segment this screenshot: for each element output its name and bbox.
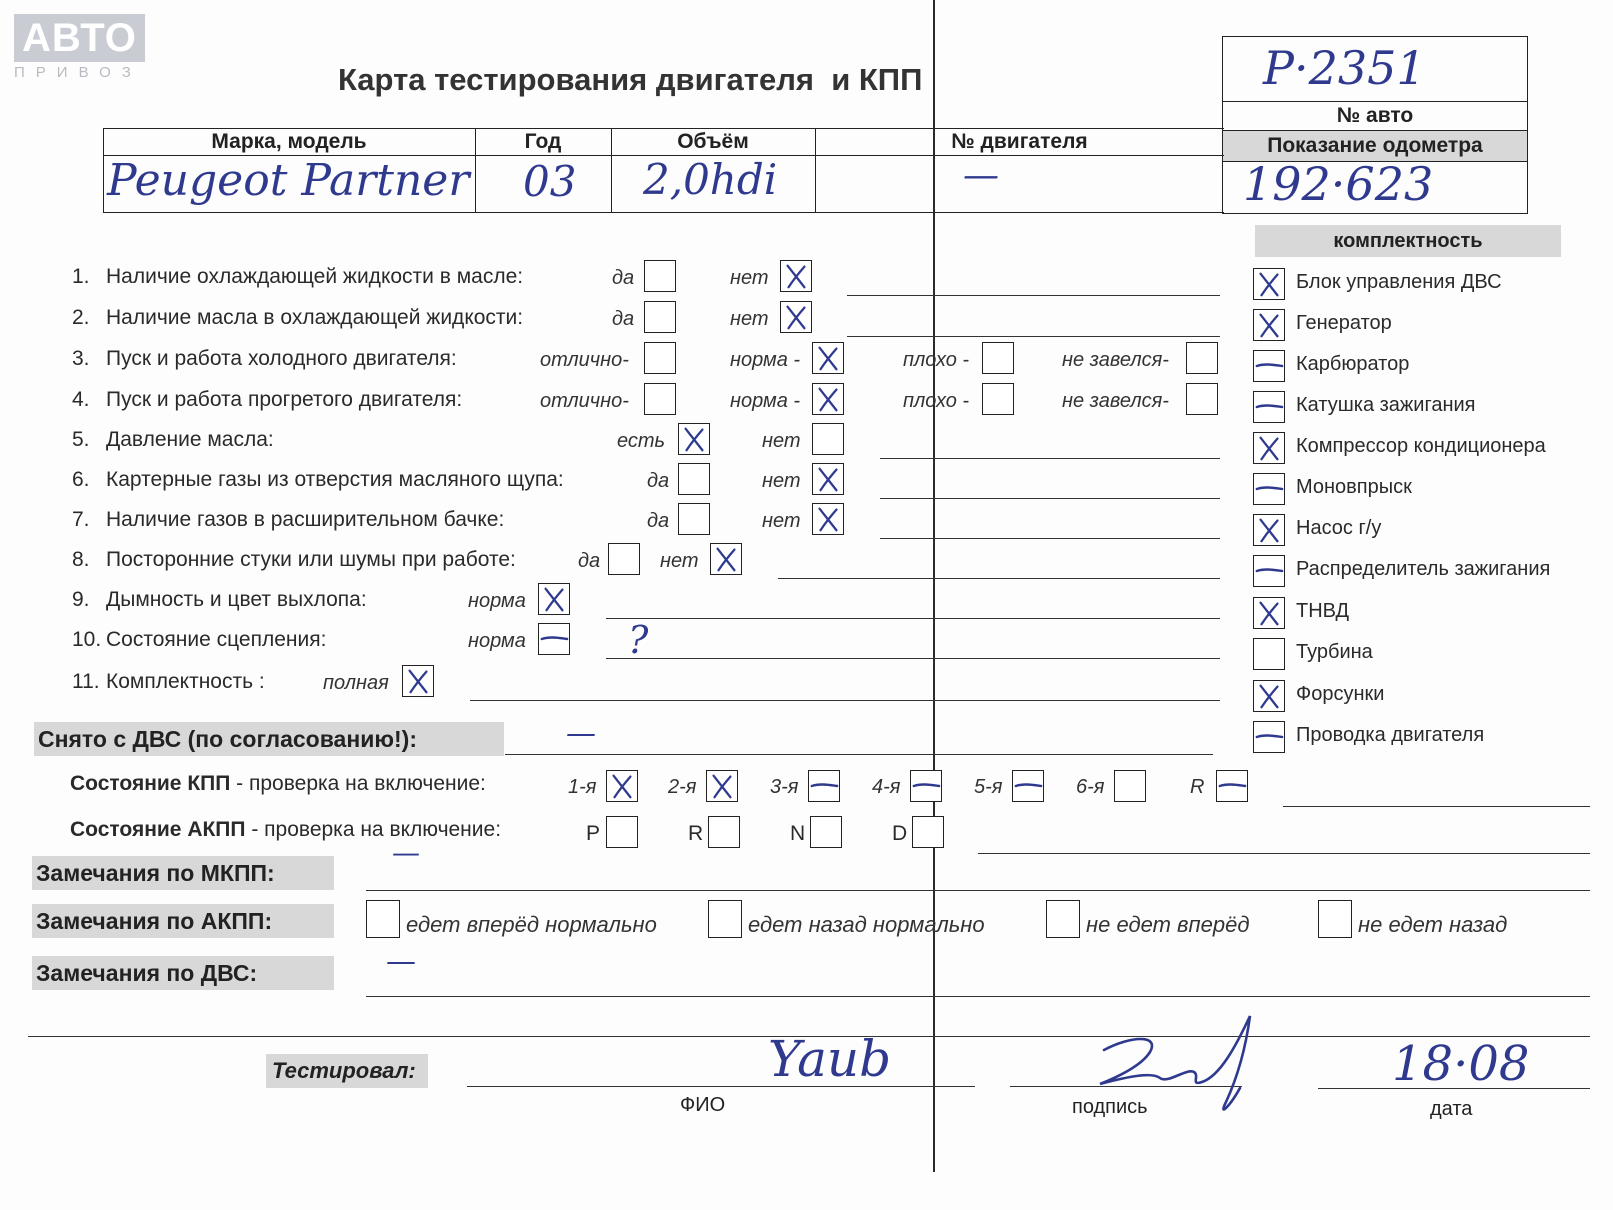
akpp-mode-label: R: [688, 822, 704, 845]
completeness-checkbox[interactable]: [1253, 473, 1285, 505]
completeness-item-label: Проводка двигателя: [1296, 724, 1485, 746]
completeness-checkbox[interactable]: [1253, 350, 1285, 382]
item-option-checkbox[interactable]: [538, 623, 570, 655]
completeness-title-text: комплектность: [1333, 230, 1483, 252]
akpp-remark-checkbox[interactable]: [1046, 900, 1080, 938]
item-note-line: [606, 618, 1220, 619]
item-option-checkbox[interactable]: [678, 423, 710, 455]
completeness-checkbox[interactable]: [1253, 680, 1285, 712]
remarks-akpp-label: [32, 904, 334, 938]
item-number: 5.: [72, 428, 90, 451]
item-option-label: да: [578, 550, 601, 572]
item-note-line: [847, 336, 1220, 337]
item-note-line: [847, 295, 1220, 296]
akpp-remark-checkbox[interactable]: [366, 900, 400, 938]
item-option-label: не завелся-: [1062, 390, 1169, 412]
item-number: 6.: [72, 468, 90, 491]
kpp-gear-checkbox[interactable]: [808, 770, 840, 802]
item-option-label: отлично-: [540, 349, 629, 371]
removed-value: —: [566, 716, 596, 751]
akpp-label-rest: - проверка на включение:: [245, 818, 502, 841]
kpp-gear-label: 4-я: [872, 776, 901, 798]
value-year: 03: [523, 157, 577, 206]
item-number: 8.: [72, 548, 90, 571]
date-label: дата: [1430, 1098, 1473, 1120]
tested-label: [266, 1054, 428, 1088]
remarks-akpp-text: Замечания по АКПП:: [36, 908, 273, 934]
kpp-gear-checkbox[interactable]: [1114, 770, 1146, 802]
fio-value: Yaub: [768, 1030, 892, 1088]
kpp-gear-label: 5-я: [974, 776, 1003, 798]
item-number: 9.: [72, 588, 90, 611]
kpp-gear-label: 6-я: [1076, 776, 1105, 798]
item-number: 1.: [72, 265, 90, 288]
odometer-label: Показание одометра: [1223, 130, 1527, 162]
completeness-item-label: Распределитель зажигания: [1296, 558, 1551, 580]
akpp-label-bold: Состояние АКПП: [70, 818, 246, 841]
item-option-label: да: [647, 510, 670, 532]
akpp-remark-label: не едет назад: [1358, 912, 1508, 937]
item-note-line: [880, 498, 1220, 499]
completeness-checkbox[interactable]: [1253, 555, 1285, 587]
item-text: Пуск и работа прогретого двигателя:: [106, 388, 463, 411]
completeness-item-label: Катушка зажигания: [1296, 394, 1476, 416]
akpp-line: [978, 853, 1590, 854]
remarks-mkpp-text: Замечания по МКПП:: [36, 860, 275, 886]
akpp-mode-checkbox[interactable]: [912, 816, 944, 848]
akpp-remark-label: не едет вперёд: [1086, 912, 1250, 937]
kpp-line: [1283, 806, 1590, 807]
item-option-label: да: [612, 308, 635, 330]
item-option-checkbox[interactable]: [982, 383, 1014, 415]
item-text: Наличие охлаждающей жидкости в масле:: [106, 265, 524, 288]
kpp-gear-label: 1-я: [568, 776, 597, 798]
logo: [14, 14, 145, 81]
completeness-item-label: Форсунки: [1296, 683, 1385, 705]
item-number: 4.: [72, 388, 90, 411]
akpp-remark-label: едет назад нормально: [748, 912, 985, 937]
kpp-gear-label: R: [1190, 776, 1205, 798]
completeness-checkbox[interactable]: [1253, 638, 1285, 670]
item-text: Наличие газов в расширительном бачке:: [106, 508, 505, 531]
removed-line: [505, 754, 1213, 755]
removed-label: [34, 722, 504, 756]
item-option-checkbox[interactable]: [812, 342, 844, 374]
item-option-label: плохо -: [903, 390, 970, 412]
tested-label-text: Тестировал:: [272, 1058, 416, 1083]
car-number-box: [1222, 36, 1528, 214]
car-number-label: № авто: [1223, 101, 1527, 130]
col-year: Год: [524, 130, 562, 153]
item-note: ?: [628, 618, 649, 662]
item-option-label: да: [612, 267, 635, 289]
completeness-item-label: Насос г/у: [1296, 517, 1382, 539]
akpp-mode-checkbox[interactable]: [810, 816, 842, 848]
odometer-value: 192·623: [1243, 157, 1434, 211]
item-option-checkbox[interactable]: [780, 260, 812, 292]
completeness-checkbox[interactable]: [1253, 514, 1285, 546]
remarks-mkpp-label: [32, 856, 334, 890]
item-option-checkbox[interactable]: [812, 503, 844, 535]
completeness-item-label: Генератор: [1296, 312, 1392, 334]
col-model: Марка, модель: [211, 130, 367, 153]
completeness-checkbox[interactable]: [1253, 432, 1285, 464]
value-engine: —: [963, 155, 999, 196]
item-text: Посторонние стуки или шумы при работе:: [106, 548, 516, 571]
item-option-checkbox[interactable]: [1186, 342, 1218, 374]
completeness-item-label: ТНВД: [1296, 600, 1350, 622]
completeness-item-label: Турбина: [1296, 641, 1373, 663]
page-title: Карта тестирования двигателя и КПП: [338, 62, 923, 97]
remarks-mkpp-line: [366, 890, 1590, 891]
completeness-checkbox[interactable]: [1253, 391, 1285, 423]
akpp-mode-checkbox[interactable]: [606, 816, 638, 848]
item-text: Давление масла:: [106, 428, 274, 451]
header-table: [103, 128, 1224, 213]
remarks-dvs-value: —: [386, 944, 416, 979]
kpp-label: [70, 772, 486, 796]
kpp-gear-label: 3-я: [770, 776, 799, 798]
item-option-label: нет: [730, 308, 769, 330]
col-engine: № двигателя: [951, 130, 1088, 153]
kpp-gear-label: 2-я: [668, 776, 697, 798]
completeness-item-label: Компрессор кондиционера: [1296, 435, 1546, 457]
logo-sub: ПРИВОЗ: [14, 64, 142, 81]
item-option-label: нет: [762, 470, 801, 492]
item-option-label: норма: [468, 590, 526, 612]
item-option-checkbox[interactable]: [812, 383, 844, 415]
kpp-gear-checkbox[interactable]: [606, 770, 638, 802]
item-note-line: [778, 578, 1220, 579]
item-option-label: норма: [468, 630, 526, 652]
remarks-dvs-label: [32, 956, 334, 990]
completeness-item-label: Моновпрыск: [1296, 476, 1412, 498]
item-option-label: норма -: [730, 349, 801, 371]
item-note-line: [880, 538, 1220, 539]
value-volume: 2,0hdi: [643, 155, 778, 204]
kpp-gear-checkbox[interactable]: [1216, 770, 1248, 802]
item-text: Картерные газы из отверстия масляного щупа:: [106, 468, 564, 491]
akpp-label: [70, 818, 501, 842]
item-option-checkbox[interactable]: [644, 260, 676, 292]
sign-label: подпись: [1072, 1096, 1148, 1118]
item-option-checkbox[interactable]: [608, 543, 640, 575]
akpp-remark-checkbox[interactable]: [1318, 900, 1352, 938]
item-option-checkbox[interactable]: [982, 342, 1014, 374]
item-option-label: нет: [730, 267, 769, 289]
akpp-value: —: [392, 836, 420, 869]
completeness-item-label: Карбюратор: [1296, 353, 1410, 375]
completeness-checkbox[interactable]: [1253, 268, 1285, 300]
item-option-checkbox[interactable]: [678, 463, 710, 495]
kpp-label-bold: Состояние КПП: [70, 772, 231, 795]
item-number: 3.: [72, 347, 90, 370]
item-option-checkbox[interactable]: [402, 665, 434, 697]
item-option-label: нет: [762, 430, 801, 452]
item-option-label: норма -: [730, 390, 801, 412]
akpp-mode-label: N: [790, 822, 806, 845]
completeness-checkbox[interactable]: [1253, 597, 1285, 629]
item-text: Пуск и работа холодного двигателя:: [106, 347, 457, 370]
item-text: Комплектность :: [106, 670, 265, 693]
completeness-item-label: Блок управления ДВС: [1296, 271, 1502, 293]
item-note-line: [880, 458, 1220, 459]
item-option-label: есть: [617, 430, 666, 452]
item-number: 7.: [72, 508, 90, 531]
item-number: 10.: [72, 628, 102, 651]
item-option-checkbox[interactable]: [678, 503, 710, 535]
akpp-mode-label: D: [892, 822, 908, 845]
item-option-checkbox[interactable]: [644, 383, 676, 415]
item-option-label: нет: [762, 510, 801, 532]
item-note-line: [606, 658, 1220, 659]
item-option-checkbox[interactable]: [812, 423, 844, 455]
akpp-remark-checkbox[interactable]: [708, 900, 742, 938]
remarks-dvs-line: [366, 996, 1590, 997]
item-option-label: нет: [660, 550, 699, 572]
item-text: Дымность и цвет выхлопа:: [106, 588, 367, 611]
akpp-mode-label: P: [586, 822, 601, 845]
item-text: Наличие масла в охлаждающей жидкости:: [106, 306, 524, 329]
item-number: 2.: [72, 306, 90, 329]
item-option-label: отлично-: [540, 390, 629, 412]
kpp-gear-checkbox[interactable]: [706, 770, 738, 802]
item-note-line: [470, 700, 1220, 701]
item-option-checkbox[interactable]: [710, 543, 742, 575]
item-text: Состояние сцепления:: [106, 628, 327, 651]
car-number-value: Р·2351: [1263, 41, 1426, 95]
fio-label: ФИО: [680, 1094, 726, 1116]
item-option-checkbox[interactable]: [538, 583, 570, 615]
completeness-checkbox[interactable]: [1253, 309, 1285, 341]
akpp-remark-label: едет вперёд нормально: [406, 912, 657, 937]
item-option-label: не завелся-: [1062, 349, 1169, 371]
signature: [1090, 1006, 1280, 1124]
item-option-label: полная: [323, 672, 389, 694]
item-option-checkbox[interactable]: [1186, 383, 1218, 415]
item-number: 11.: [72, 670, 100, 693]
kpp-gear-checkbox[interactable]: [910, 770, 942, 802]
item-option-checkbox[interactable]: [780, 301, 812, 333]
item-option-label: да: [647, 470, 670, 492]
value-model: Peugeot Partner: [107, 155, 470, 206]
remarks-dvs-text: Замечания по ДВС:: [36, 960, 258, 986]
item-option-label: плохо -: [903, 349, 970, 371]
kpp-gear-checkbox[interactable]: [1012, 770, 1044, 802]
completeness-title: [1255, 225, 1561, 257]
item-option-checkbox[interactable]: [644, 301, 676, 333]
removed-label-text: Снято с ДВС (по согласованию!):: [38, 726, 417, 752]
completeness-checkbox[interactable]: [1253, 721, 1285, 753]
col-volume: Объём: [677, 130, 749, 153]
kpp-label-rest: - проверка на включение:: [230, 772, 486, 795]
akpp-mode-checkbox[interactable]: [708, 816, 740, 848]
logo-main: АВТО: [14, 14, 145, 62]
item-option-checkbox[interactable]: [644, 342, 676, 374]
item-option-checkbox[interactable]: [812, 463, 844, 495]
fio-line: [467, 1086, 975, 1087]
date-value: 18·08: [1392, 1036, 1530, 1092]
